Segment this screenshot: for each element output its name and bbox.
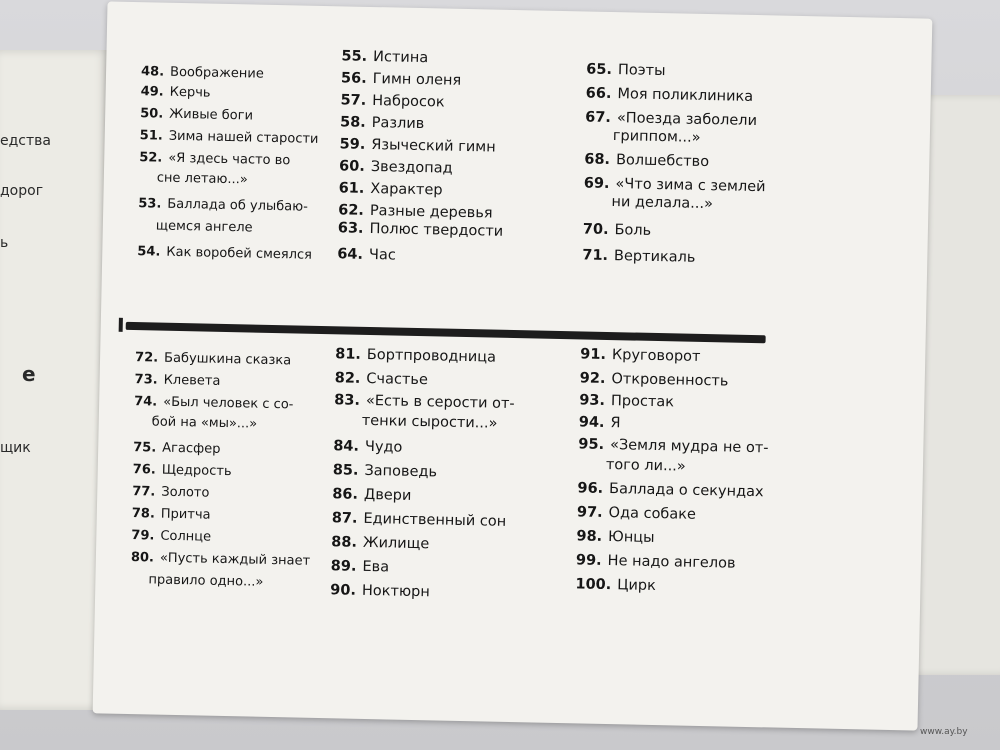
- toc-entry-title: Набросок: [372, 93, 445, 111]
- toc-entry: [578, 436, 768, 456]
- toc-entry-number: 75.: [133, 440, 157, 456]
- watermark: www.ay.by: [920, 727, 968, 737]
- toc-entry: [131, 550, 311, 569]
- toc-entry-number: 78.: [131, 506, 156, 522]
- toc-entry: [575, 576, 656, 594]
- toc-entry-number: 67.: [585, 109, 612, 127]
- toc-entry: [135, 350, 291, 368]
- toc-entry: [130, 572, 263, 590]
- toc-entry-number: 59.: [339, 136, 366, 153]
- toc-entry: [332, 486, 411, 504]
- toc-entry-number: 73.: [134, 372, 158, 388]
- divider-mark: [119, 318, 123, 332]
- toc-entry-title: «Пусть каждый знает: [159, 550, 311, 569]
- toc-entry-title: Ноктюрн: [361, 582, 430, 601]
- toc-entry-title: Характер: [370, 180, 443, 199]
- left-fragment: едства: [0, 133, 51, 149]
- toc-entry-title: Час: [368, 246, 396, 264]
- toc-entry-title: «Был человек с со-: [163, 394, 294, 413]
- left-fragment: щик: [0, 440, 31, 456]
- left-fragment: е: [22, 362, 36, 386]
- toc-entry-number: 65.: [586, 61, 613, 79]
- toc-entry-title: правило одно...»: [148, 572, 264, 590]
- toc-entry: [576, 528, 654, 546]
- toc-entry-title: Боль: [614, 222, 652, 239]
- toc-entry: [339, 136, 495, 155]
- toc-entry-number: 49.: [140, 84, 164, 100]
- toc-entry: [580, 346, 701, 365]
- toc-entry-number: 79.: [131, 528, 155, 544]
- toc-entry-number: 62.: [338, 202, 365, 219]
- toc-entry: [137, 244, 312, 263]
- toc-entry: [586, 85, 754, 105]
- toc-entry-title: Зима нашей старости: [168, 128, 319, 147]
- toc-entry: [337, 246, 396, 263]
- toc-entry: [583, 221, 652, 238]
- toc-entry-number: 71.: [582, 247, 609, 264]
- toc-entry-title: «Поезда заболели: [616, 110, 758, 130]
- toc-entry: [141, 64, 264, 82]
- toc-entry: [138, 218, 253, 235]
- toc-entry: [338, 220, 504, 239]
- toc-entry-number: 86.: [332, 486, 359, 503]
- toc-entry-number: 56.: [340, 70, 367, 87]
- toc-entry-number: 85.: [332, 462, 359, 479]
- toc-entry: [134, 414, 258, 432]
- toc-entry: [584, 175, 766, 195]
- toc-entry: [331, 558, 390, 575]
- toc-entry-title: Жилище: [362, 534, 430, 553]
- toc-entry-number: 57.: [340, 92, 367, 109]
- toc-entry-title: сне летаю...»: [156, 170, 248, 188]
- toc-entry-title: Откровенность: [611, 371, 729, 390]
- toc-entry-title: Керчь: [169, 84, 211, 101]
- toc-entry: [133, 440, 221, 457]
- toc-entry: [334, 412, 498, 431]
- toc-entry: [576, 552, 736, 571]
- toc-entry-number: 93.: [579, 392, 606, 409]
- toc-entry: [333, 438, 402, 455]
- toc-entry-number: 88.: [331, 534, 358, 551]
- toc-entry-title: Языческий гимн: [371, 136, 496, 156]
- toc-entry: [578, 456, 686, 474]
- toc-entry: [582, 247, 695, 265]
- toc-entry-number: 54.: [137, 244, 161, 260]
- toc-entry-number: 55.: [341, 48, 368, 65]
- toc-entry-title: Щедрость: [161, 462, 232, 480]
- toc-entry-title: бой на «мы»...»: [151, 414, 258, 432]
- toc-entry: [132, 484, 209, 501]
- left-fragment: дорог: [0, 183, 44, 199]
- toc-entry: [584, 151, 709, 170]
- toc-entry-title: Живые боги: [169, 106, 254, 124]
- toc-entry: [338, 202, 493, 221]
- toc-entry: [340, 114, 425, 132]
- toc-entry-number: 76.: [132, 462, 156, 478]
- toc-entry-title: гриппом...»: [612, 128, 701, 146]
- toc-entry: [341, 70, 462, 89]
- toc-entry: [579, 414, 621, 431]
- toc-entry: [134, 394, 294, 412]
- toc-entry-number: 91.: [580, 346, 607, 363]
- toc-entry-title: Ода собаке: [608, 505, 697, 523]
- toc-entry-number: 51.: [139, 128, 163, 144]
- toc-entry-number: 74.: [134, 394, 158, 410]
- toc-entry: [580, 370, 729, 389]
- toc-entry: [339, 180, 443, 198]
- toc-page: [93, 1, 933, 730]
- toc-entry: [331, 534, 429, 552]
- toc-entry-number: 100.: [575, 576, 612, 594]
- toc-entry-title: Разлив: [371, 115, 425, 133]
- toc-entry-number: 99.: [575, 552, 602, 569]
- toc-entry: [339, 158, 453, 176]
- toc-entry-title: Вертикаль: [613, 248, 696, 266]
- toc-entry-number: 92.: [579, 370, 606, 387]
- toc-entry: [334, 392, 515, 412]
- toc-entry-number: 82.: [334, 370, 361, 387]
- toc-entry-number: 77.: [132, 484, 156, 500]
- toc-entry-title: «Что зима с землей: [615, 176, 766, 196]
- toc-entry-title: Двери: [363, 486, 412, 504]
- toc-entry-title: Чудо: [364, 438, 403, 456]
- section-divider: [126, 322, 766, 343]
- toc-entry: [335, 346, 496, 365]
- toc-entry-title: Золото: [161, 484, 210, 501]
- toc-entry-title: Не надо ангелов: [607, 553, 736, 572]
- toc-entry-title: Бабушкина сказка: [163, 350, 292, 369]
- toc-entry: [577, 504, 696, 522]
- toc-entry: [332, 510, 507, 530]
- toc-entry-title: Клевета: [163, 372, 221, 389]
- toc-entry-number: 84.: [333, 438, 360, 455]
- toc-entry-number: 70.: [582, 221, 609, 238]
- toc-entry-number: 97.: [576, 504, 603, 521]
- toc-entry: [585, 109, 757, 129]
- toc-entry: [586, 61, 666, 79]
- toc-entry-title: Звездопад: [370, 158, 453, 177]
- toc-entry-number: 50.: [140, 106, 164, 122]
- toc-entry-title: «Земля мудра не от-: [609, 437, 769, 457]
- toc-entry-number: 69.: [583, 175, 610, 192]
- toc-entry: [333, 462, 438, 480]
- toc-entry-title: Полюс твердости: [369, 220, 504, 240]
- toc-entry: [579, 392, 674, 410]
- toc-entry-title: Баллада о секундах: [608, 481, 764, 501]
- toc-entry-title: Воображение: [169, 64, 264, 82]
- toc-entry-title: Гимн оленя: [372, 71, 462, 89]
- toc-entry-title: щемся ангеле: [155, 218, 253, 236]
- toc-entry-number: 58.: [339, 114, 366, 131]
- toc-entry-number: 63.: [337, 220, 364, 237]
- toc-entry: [340, 92, 444, 110]
- toc-entry-title: Истина: [372, 49, 429, 67]
- toc-entry-number: 81.: [335, 346, 362, 363]
- toc-entry-title: Ева: [362, 558, 390, 576]
- toc-entry: [585, 127, 701, 145]
- toc-entry: [335, 370, 428, 388]
- toc-entry-title: Счастье: [366, 370, 429, 389]
- toc-entry: [141, 84, 211, 100]
- toc-entry-title: Я: [610, 415, 621, 432]
- toc-entry-number: 98.: [576, 528, 603, 545]
- toc-entry-title: «Есть в серости от-: [365, 392, 515, 413]
- toc-entry: [330, 582, 430, 600]
- toc-entry-title: Солнце: [160, 528, 212, 545]
- toc-entry-number: 89.: [330, 558, 357, 575]
- toc-entry-number: 61.: [338, 180, 365, 197]
- toc-entry-title: Моя поликлиника: [617, 86, 754, 105]
- toc-entry-title: Волшебство: [615, 152, 710, 171]
- left-fragment: ь: [0, 235, 9, 251]
- toc-entry: [133, 462, 232, 479]
- toc-entry-number: 96.: [577, 480, 604, 497]
- toc-entry: [341, 48, 428, 66]
- toc-entry: [139, 170, 248, 187]
- toc-entry-number: 60.: [338, 158, 365, 175]
- toc-entry-title: Цирк: [617, 577, 657, 595]
- toc-entry-number: 64.: [337, 246, 364, 263]
- toc-entry-title: Круговорот: [611, 347, 701, 365]
- toc-entry-title: Юнцы: [607, 529, 655, 547]
- toc-entry-title: Бортпроводница: [366, 346, 497, 366]
- toc-entry-number: 72.: [134, 350, 159, 366]
- toc-entry-title: Агасфер: [162, 440, 221, 457]
- toc-entry-number: 48.: [140, 64, 165, 80]
- toc-entry-title: Единственный сон: [363, 510, 507, 530]
- toc-entry: [134, 372, 220, 389]
- toc-entry: [138, 196, 308, 215]
- toc-entry-title: Поэты: [617, 62, 666, 80]
- toc-entry-title: «Я здесь часто во: [168, 150, 291, 169]
- toc-entry: [577, 480, 763, 500]
- toc-entry-title: Простак: [610, 393, 675, 411]
- toc-entry-title: тенки сырости...»: [361, 412, 498, 432]
- toc-entry: [132, 506, 211, 523]
- toc-entry-number: 52.: [139, 150, 163, 166]
- toc-entry: [139, 150, 290, 168]
- toc-entry-number: 94.: [578, 414, 605, 431]
- toc-entry-number: 95.: [578, 436, 605, 453]
- toc-entry-title: Заповедь: [364, 462, 438, 481]
- toc-entry-number: 83.: [334, 392, 361, 409]
- toc-entry: [140, 128, 319, 147]
- toc-entry: [140, 106, 253, 123]
- toc-entry-number: 53.: [138, 196, 162, 212]
- toc-entry: [583, 193, 713, 212]
- toc-entry-title: Разные деревья: [369, 202, 493, 222]
- toc-entry-number: 68.: [584, 151, 611, 168]
- toc-entry-title: Как воробей смеялся: [166, 244, 313, 263]
- toc-entry-title: Баллада об улыбаю-: [167, 196, 309, 215]
- toc-entry-number: 66.: [585, 85, 612, 103]
- toc-entry-number: 80.: [130, 550, 155, 566]
- toc-entry-title: того ли...»: [605, 456, 686, 475]
- toc-entry-number: 87.: [331, 510, 358, 527]
- toc-entry-title: Притча: [160, 506, 211, 523]
- toc-entry-number: 90.: [330, 582, 357, 599]
- toc-entry: [131, 528, 211, 545]
- toc-entry-title: ни делала...»: [611, 194, 714, 213]
